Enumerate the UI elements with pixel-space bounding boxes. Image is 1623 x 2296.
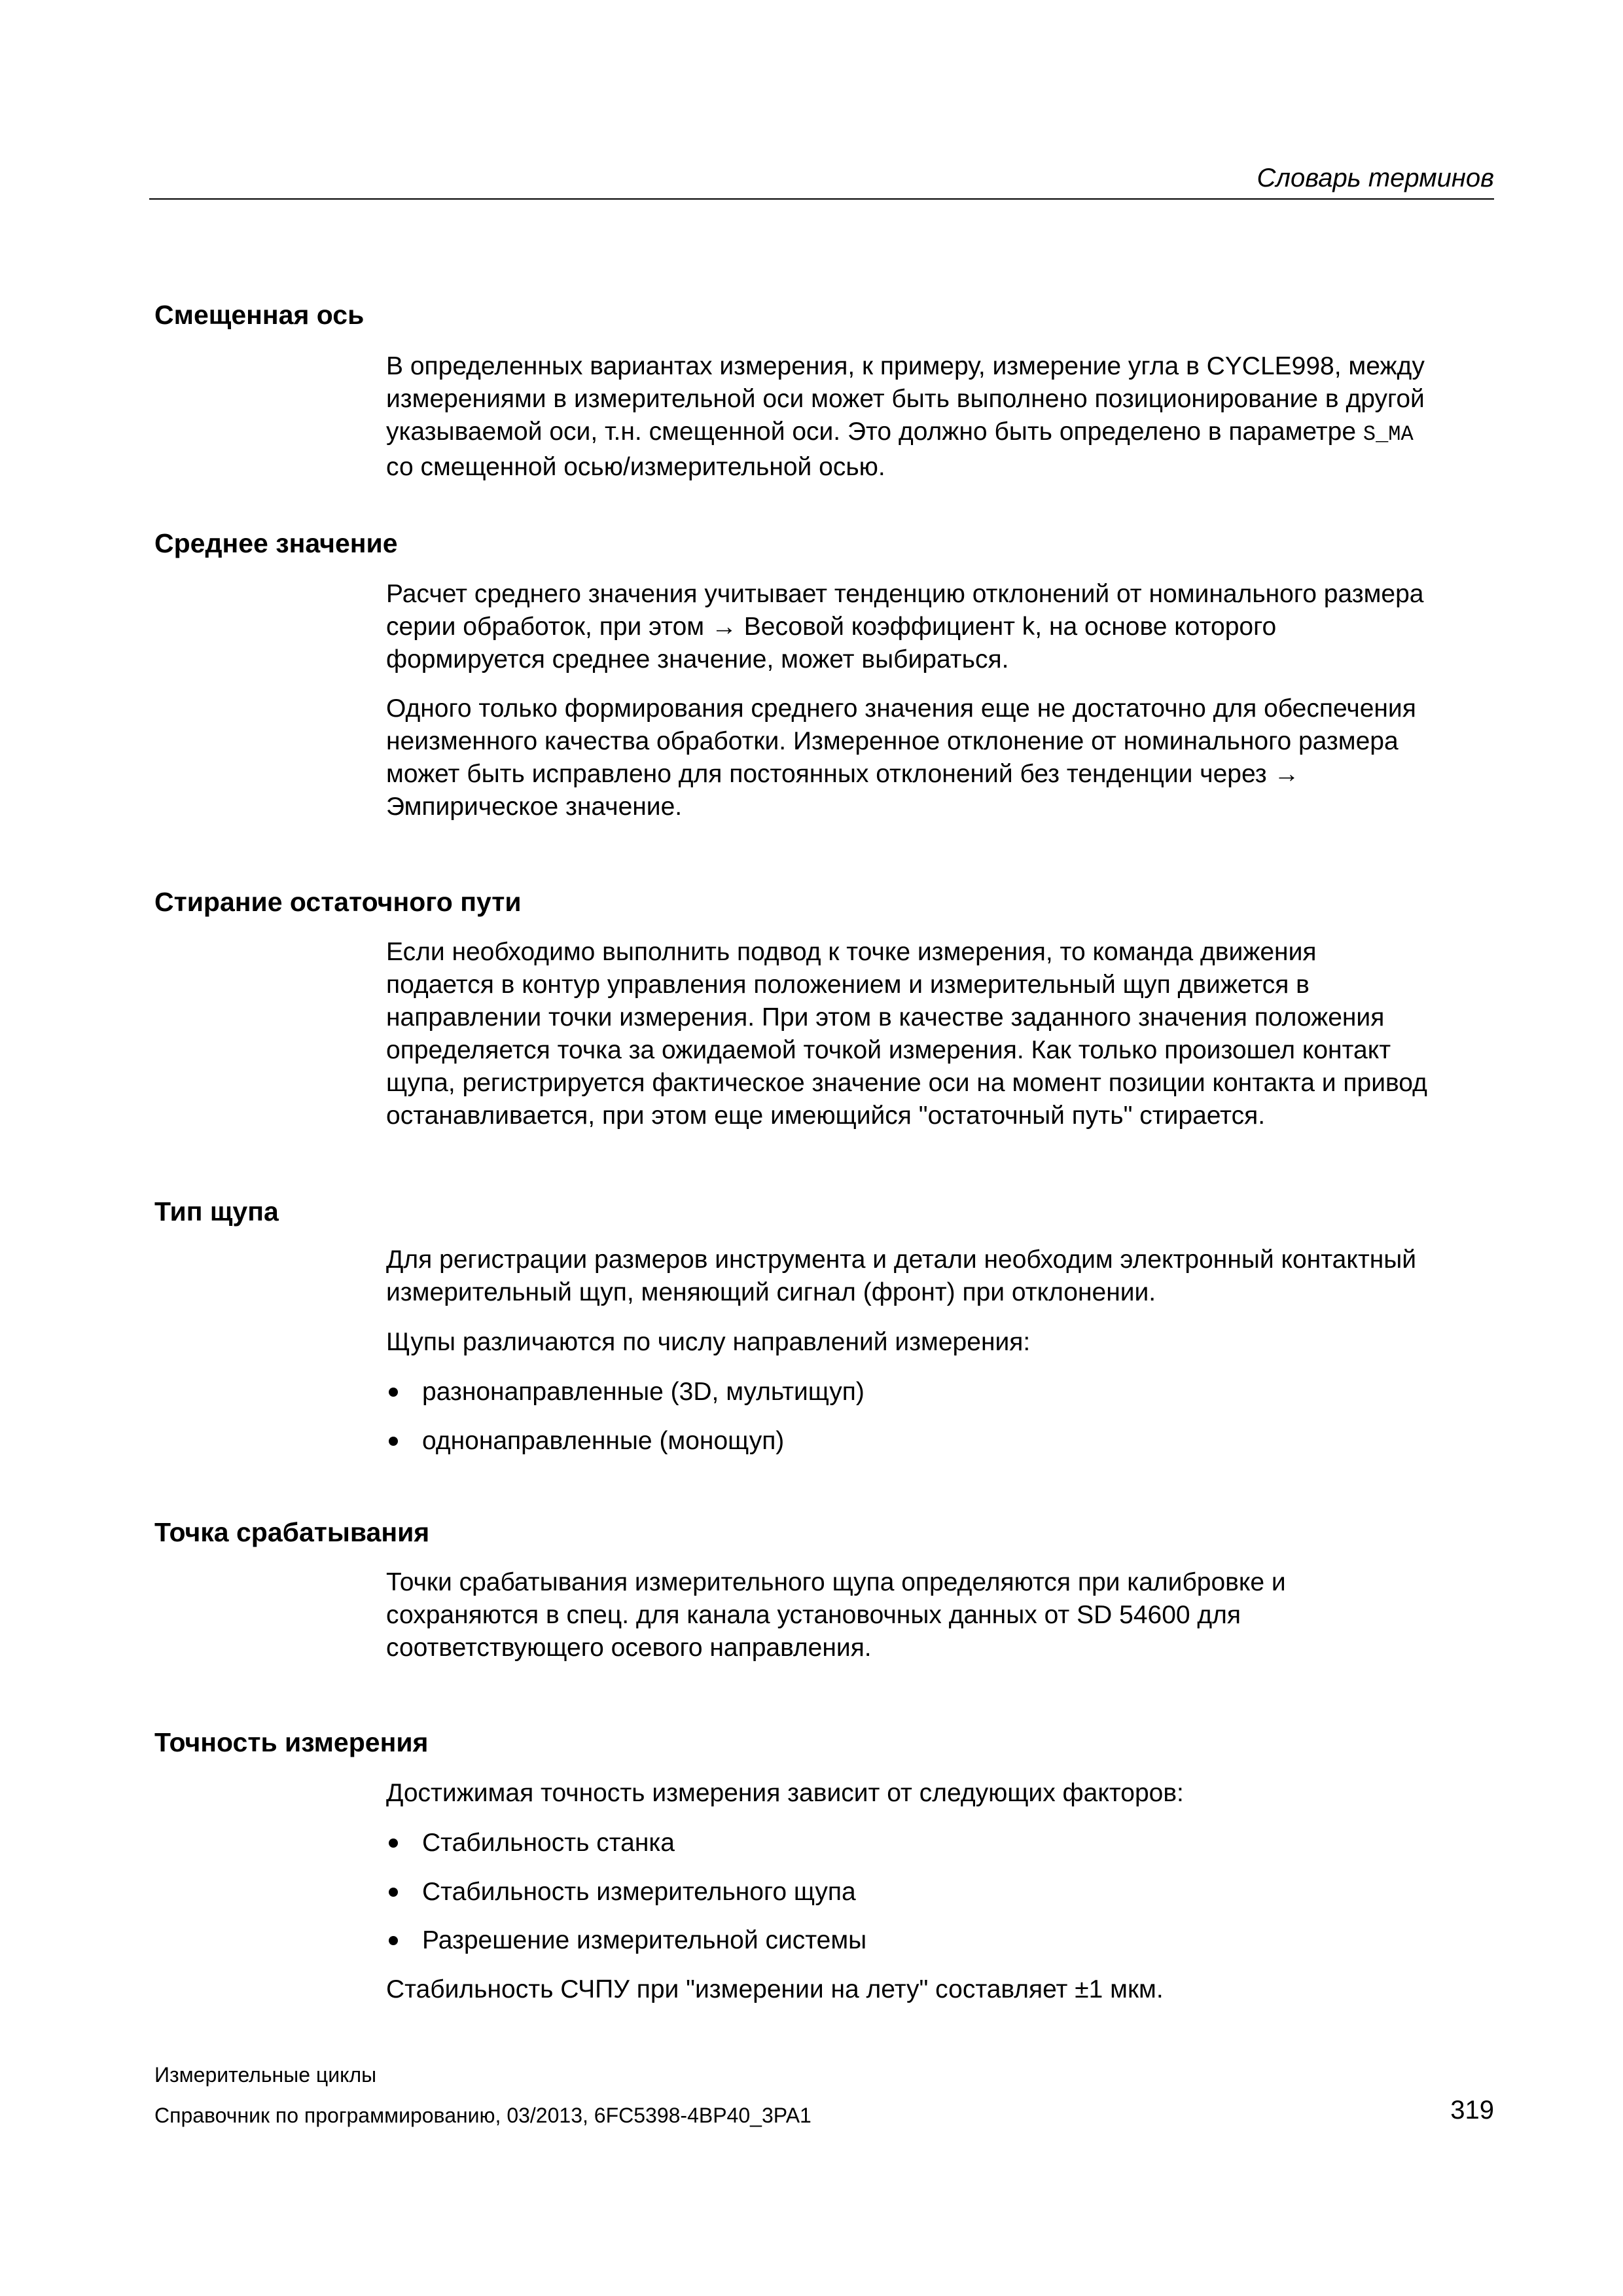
- text-line: подается в контур управления положением и измерительный щуп движется в: [386, 971, 1310, 999]
- bullet-icon: [389, 1839, 398, 1848]
- text-line: Расчет среднего значения учитывает тенденцию отклонений от номинального размера: [386, 580, 1424, 608]
- header-rule: [149, 198, 1494, 200]
- text-line: Эмпирическое значение.: [386, 793, 683, 821]
- text-line: [386, 416, 1512, 451]
- paragraph: [386, 350, 1512, 484]
- section-heading: Смещенная ось: [154, 300, 365, 330]
- text-line: серии обработок, при этом → Весовой коэффициент k, на основе которого: [386, 613, 1277, 641]
- list-item-text: Стабильность станка: [422, 1829, 675, 1857]
- footer-document-details: Справочник по программированию, 03/2013, 6FC5398-4BP40_3PA1: [154, 2104, 812, 2127]
- text-line: Если необходимо выполнить подвод к точке измерения, то команда движения: [386, 938, 1317, 966]
- text-line: щупа, регистрируется фактическое значение оси на момент позиции контакта и привод: [386, 1069, 1427, 1097]
- text-line: измерительный щуп, меняющий сигнал (фронт) при отклонении.: [386, 1278, 1156, 1306]
- text-line: сохраняются в спец. для канала установочных данных от SD 54600 для: [386, 1601, 1241, 1629]
- text-line: со смещенной осью/измерительной осью.: [386, 453, 885, 481]
- text-line: определяется точка за ожидаемой точкой измерения. Как только произошел контакт: [386, 1036, 1391, 1064]
- text-line: Точки срабатывания измерительного щупа определяются при калибровке и: [386, 1568, 1286, 1596]
- running-header-title: Словарь терминов: [1257, 164, 1494, 192]
- paragraph: [386, 1326, 1512, 1359]
- text-line: формируется среднее значение, может выбираться.: [386, 645, 1009, 673]
- text-line: В определенных вариантах измерения, к примеру, измерение угла в CYCLE998, между: [386, 352, 1425, 380]
- list-item-text: Разрешение измерительной системы: [422, 1926, 867, 1954]
- list-item-text: однонаправленные (монощуп): [422, 1427, 785, 1455]
- text-line: направлении точки измерения. При этом в качестве заданного значения положения: [386, 1003, 1385, 1031]
- bullet-icon: [389, 1437, 398, 1446]
- section-heading: Точность измерения: [154, 1727, 429, 1757]
- section-heading: Точка срабатывания: [154, 1517, 430, 1547]
- text-line: измерениями в измерительной оси может быть выполнено позиционирование в другой: [386, 385, 1425, 413]
- text-line: неизменного качества обработки. Измеренное отклонение от номинального размера: [386, 727, 1399, 755]
- bullet-icon: [389, 1388, 398, 1397]
- footer-document-title: Измерительные циклы: [154, 2063, 377, 2087]
- paragraph: [386, 1777, 1512, 1810]
- text-line: Щупы различаются по числу направлений измерения:: [386, 1328, 1031, 1356]
- paragraph: [386, 692, 1512, 823]
- bullet-icon: [389, 1888, 398, 1897]
- parameter-code: S_MA: [1363, 422, 1414, 446]
- paragraph: [386, 1973, 1512, 2006]
- section-heading: Тип щупа: [154, 1196, 279, 1227]
- text-line: соответствующего осевого направления.: [386, 1634, 872, 1662]
- paragraph: [386, 936, 1512, 1132]
- list-item-text: разнонаправленные (3D, мультищуп): [422, 1378, 865, 1406]
- paragraph: [386, 1566, 1512, 1664]
- text-line: Достижимая точность измерения зависит от следующих факторов:: [386, 1779, 1184, 1807]
- text-line: останавливается, при этом еще имеющийся "остаточный путь" стирается.: [386, 1102, 1266, 1130]
- bullet-icon: [389, 1936, 398, 1945]
- paragraph: [386, 1244, 1512, 1309]
- section-heading: Стирание остаточного пути: [154, 887, 522, 917]
- text-line: Стабильность СЧПУ при "измерении на лету" составляет ±1 мкм.: [386, 1975, 1164, 2003]
- text-line: Для регистрации размеров инструмента и детали необходим электронный контактный: [386, 1246, 1417, 1274]
- text-line: может быть исправлено для постоянных отклонений без тенденции через →: [386, 760, 1300, 788]
- page-number: 319: [1450, 2096, 1494, 2125]
- section-heading: Среднее значение: [154, 528, 398, 558]
- list-item-text: Стабильность измерительного щупа: [422, 1878, 856, 1906]
- text-line: Одного только формирования среднего значения еще не достаточно для обеспечения: [386, 694, 1416, 723]
- text-fragment: указываемой оси, т.н. смещенной оси. Это должно быть определено в параметре: [386, 418, 1363, 446]
- paragraph: [386, 578, 1512, 676]
